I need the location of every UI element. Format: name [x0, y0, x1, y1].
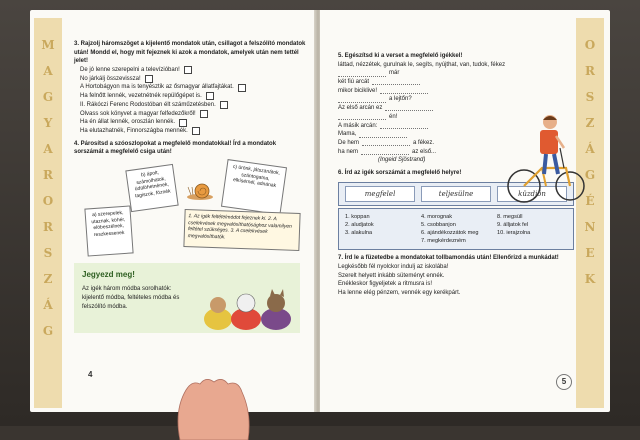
poem-suffix: én!: [389, 113, 398, 120]
fill-blank[interactable]: [372, 79, 420, 85]
stripe-letter: S: [585, 90, 595, 104]
poem-text: két fiú arcát: [338, 79, 370, 86]
creatures-illustration: [200, 287, 296, 331]
task-7-lines: [338, 263, 574, 298]
note-b: b) ápolt, számolhatok, üdülöhetnének, tagiszok, föznék: [125, 164, 178, 212]
note-sentences: 1. Az igék feltételmódot fejeznek ki. 2. A cselekvések megvalósíthatósághoz valamilyen feltétel szükséges. 3. A cselekvések megvalósíthatók.: [183, 209, 300, 251]
fill-blank[interactable]: [385, 105, 433, 111]
task-7-title: 7. Írd le a füzetedbe a mondatokat tollbamondás után! Ellenőrizd a munkádat!: [338, 255, 559, 262]
verb-item: 5. csobbanjon: [421, 221, 456, 228]
fill-blank[interactable]: [338, 71, 386, 77]
stripe-letter: E: [585, 246, 595, 260]
memo-title: Jegyezd meg!: [82, 269, 135, 279]
sticky-notes-area: [74, 161, 306, 257]
verb-column: [421, 213, 491, 245]
stripe-letter: G: [42, 90, 54, 104]
poem-text: Mama,: [338, 131, 357, 138]
poem-suffix: már: [389, 70, 400, 77]
stripe-letter: N: [584, 220, 596, 234]
memo-text: Az igék három módba sorolhatók: kijelentő módba, feltételes módba és felszólító módba.: [82, 285, 180, 310]
poem-suffix: a lejtőn?: [389, 96, 412, 103]
answer-checkbox[interactable]: [179, 119, 187, 127]
page-number-left: 4: [88, 370, 93, 379]
left-decorative-stripe: [34, 18, 62, 408]
fill-blank[interactable]: [380, 88, 428, 94]
stripe-letter: A: [43, 142, 53, 156]
verb-column: [345, 213, 415, 245]
sentence-text: Ha elutazhatnék, Finnországba mennék.: [80, 127, 188, 134]
tab-kuzdjon: küzdjön: [497, 186, 567, 202]
poem-text: Az első arcán ez: [338, 105, 383, 112]
dictation-line: Enékleskor figyeljetek a ritmusra is!: [338, 281, 433, 288]
task-3: [74, 40, 306, 136]
page-number-right: 5: [556, 374, 572, 390]
dictation-line: Szerelt helyett inkább süteményt ennék.: [338, 272, 445, 279]
hand-illustration: [172, 370, 256, 440]
task-5: [338, 52, 574, 165]
sentence-row: [74, 66, 306, 75]
stripe-letter: O: [584, 38, 596, 52]
task-7: [338, 254, 574, 297]
poem-author: (Ingeid Sjöstrand): [378, 157, 426, 164]
snail-illustration: [186, 181, 214, 201]
answer-checkbox[interactable]: [220, 101, 228, 109]
left-page-content: [74, 40, 306, 333]
stripe-letter: É: [585, 194, 595, 208]
answer-checkbox[interactable]: [238, 84, 246, 92]
verb-item: 8. megsüll: [497, 213, 523, 220]
sentence-row: [74, 92, 306, 101]
poem-text: mikor biciklive!: [338, 87, 378, 94]
poem-line: [338, 78, 488, 87]
poem-line: [338, 113, 488, 122]
stripe-letter: O: [42, 194, 54, 208]
dictation-line: Legkésőbb fél nyolckor indulj az iskolába!: [338, 263, 449, 270]
sentence-text: Olvass sok könyvet a magyar felfedezőkről!: [80, 110, 196, 117]
verb-item: 7. megkérdezném: [421, 238, 466, 245]
verb-list-box: [338, 208, 574, 250]
poem-line: [338, 104, 488, 113]
task-6-title: 6. Írd az igék sorszámát a megfelelő helyre!: [338, 169, 462, 176]
stripe-letter: Á: [43, 298, 53, 312]
right-page: [320, 10, 610, 412]
sentence-row: [74, 101, 306, 110]
poem-line: [338, 122, 488, 131]
stripe-letter: Á: [585, 142, 595, 156]
fill-blank[interactable]: [359, 132, 407, 138]
poem-line: [338, 95, 488, 104]
verb-item: 9. álljatok fel: [497, 221, 529, 228]
sentence-text: Ha felnőtt lennék, vezetnétnék repülőgépet is.: [80, 93, 202, 100]
stripe-letter: M: [41, 38, 55, 52]
poem-text: ha nem: [338, 148, 359, 155]
task-5-title: 5. Egészítsd ki a verset a megfelelő igékkel!: [338, 53, 463, 59]
stripe-letter: Y: [43, 116, 53, 130]
poem-line: [338, 139, 488, 148]
task-3-lines: [74, 66, 306, 136]
stripe-letter: R: [585, 64, 595, 78]
tab-megfelel: megfelel: [345, 186, 415, 202]
open-textbook: [30, 10, 610, 412]
sentence-row: [74, 83, 306, 92]
fill-blank[interactable]: [338, 97, 386, 103]
stripe-letter: A: [43, 64, 53, 78]
sentence-row: [74, 118, 306, 127]
sentence-row: [74, 110, 306, 119]
right-page-content: [338, 52, 574, 301]
poem-text: De hem: [338, 139, 360, 146]
verb-item: 2. aludjatok: [345, 221, 374, 228]
answer-checkbox[interactable]: [145, 75, 153, 83]
sentence-text: No járkálj összevissza!: [80, 75, 141, 82]
poem-line: [338, 69, 488, 78]
right-decorative-stripe: [576, 18, 604, 408]
sentence-text: De jó lenne szerepelni a televízióban!: [80, 67, 180, 74]
stripe-letter: G: [584, 168, 596, 182]
fill-blank[interactable]: [380, 123, 428, 129]
answer-checkbox[interactable]: [206, 92, 214, 100]
dictation-line: Ha lenne elég pénzem, vennék egy kerékpárt.: [338, 289, 461, 296]
task-3-title: 3. Rajzolj háromszöget a kijelentő mondatok után, csillagot a felszólító mondatok után! Mondd el, hogy mit fejeznek ki azok a mondatok, amelyek után nem tettél jelet!: [74, 41, 306, 65]
poem-text: A másik arcán:: [338, 122, 378, 129]
stripe-letter: Z: [43, 272, 53, 286]
sentence-text: II. Rákóczi Ferenc Rodostóban élt száműzetésben.: [80, 101, 216, 108]
task-5-hint: láttad, nézzétek, gurulnak le, segíts, nyújthat, van, tudok, fékez: [338, 61, 506, 68]
stripe-letters: [34, 38, 62, 338]
verb-item: 6. ajándékozzátok meg: [421, 229, 479, 236]
stripe-letter: Z: [585, 116, 595, 130]
verb-column: [497, 213, 567, 245]
poem-lines: [338, 69, 488, 156]
poem-line: [338, 148, 488, 157]
stripe-letter: G: [42, 324, 54, 338]
left-page: [30, 10, 316, 412]
sentence-row: [74, 127, 306, 136]
task-4-title: 4. Párosítsd a szóoszlopokat a megfelelő mondatokkal! Írd a mondatok sorszámát a megfelelő csiga után!: [74, 140, 277, 156]
note-c: c) ürönk, játszanátok, szántogatna, elkísérnél, adnának: [221, 159, 287, 215]
verb-item: 4. morognak: [421, 213, 453, 220]
fill-blank[interactable]: [361, 149, 409, 155]
cyclist-illustration: [506, 112, 586, 208]
poem-suffix: az első...: [412, 148, 437, 155]
poem-line: [338, 87, 488, 96]
verb-item: 3. alakulna: [345, 229, 373, 236]
sentence-text: Ha én állat lennék, oroszlán lennék.: [80, 119, 176, 126]
poem-suffix: a fékez.: [413, 139, 435, 146]
stripe-letter: S: [43, 246, 53, 260]
poem-line: [338, 130, 488, 139]
verb-item: 1. koppan: [345, 213, 370, 220]
answer-checkbox[interactable]: [192, 127, 200, 135]
sentence-text: A Hortobágyon ma is tenyésztik az ősmagyar állatfajtákat.: [80, 84, 234, 91]
fill-blank[interactable]: [362, 140, 410, 146]
verb-item: 10. ierajzolna: [497, 229, 531, 236]
sentence-row: [74, 75, 306, 84]
memo-box: [74, 263, 300, 333]
stripe-letter: R: [43, 220, 53, 234]
note-a: a) szerepelek, utaznak, köhér, elöbeszélnek, reszkessenek: [84, 205, 133, 256]
stripe-letter: R: [43, 168, 53, 182]
fill-blank[interactable]: [338, 114, 386, 120]
task-4: [74, 140, 306, 257]
tab-teljesulne: teljesülne: [421, 186, 491, 202]
stripe-letter: K: [584, 272, 596, 286]
answer-checkbox[interactable]: [200, 110, 208, 118]
answer-checkbox[interactable]: [184, 66, 192, 74]
